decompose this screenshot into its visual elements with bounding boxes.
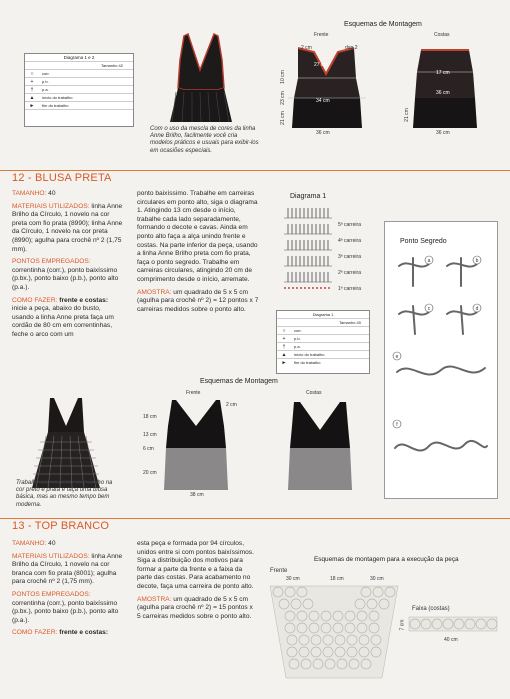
section13-col1	[12, 540, 124, 642]
dim-label: 40 cm	[444, 637, 458, 643]
black-blouse-caption: Trabalhe com a linha Anne Brilho na cor preto e prata e faça uma blusa básica, mas ao mesmo tempo bem moderna.	[16, 480, 113, 508]
top-front-label: Frente	[314, 32, 329, 38]
section13-title: 13 - TOP BRANCO	[12, 520, 110, 532]
step-label: a	[427, 258, 431, 264]
legend-row: p.b.	[42, 79, 49, 84]
dim-label: 21 cm	[279, 111, 286, 125]
section13-col2	[137, 540, 255, 625]
dim-label: 20 cm	[143, 470, 157, 476]
dim-label: 18 cm	[143, 414, 157, 420]
dim-label: 21 cm	[403, 108, 410, 122]
dim-label: 38 cm	[190, 492, 204, 498]
materials-label: MATERIAIS UTILIZADOS:	[12, 552, 90, 560]
how-lead: frente e costas:	[59, 296, 109, 304]
materials-text: linha Anne Brilho da Círculo, 1 novelo na cor branca com fio prata (8001); agulha para crochê nº 2 (1,75 mm).	[12, 552, 123, 586]
materials-text: linha Anne Brilho da Círculo, 1 novelo na cor preta com fio prata (8990); linha Anne da Círculo, 1 novelo na cor preta (8990); agulha para crochê nº 2 (1,75 mm).	[12, 202, 123, 253]
circle-motif-band	[408, 616, 498, 632]
sample-text: um quadrado de 5 x 5 cm (agulha para crochê nº 2) = 12 pontos x 7 carreiras medidos sobre o ponto alto.	[137, 288, 259, 313]
dim-label: 17 cm	[436, 70, 450, 76]
dim-label: 13 cm	[143, 432, 157, 438]
col2-text: ponto baixíssimo. Trabalhe em carreiras circulares em ponto alto, siga o diagrama 1. Atingindo 13 cm desde o início, trabalhe cada lado separadamente, formando o decote e cavas. Ainda em ponto alto faça a alça unindo frente e costas. Na parte inferior da peça, usando a linha Anne Brilho preta com fio prata, faça o ponto segredo. Trabalhe em carreiras circulares, atingindo 20 cm de comprimento desde o início, arremate.	[137, 190, 258, 283]
dim-label: 30 cm	[370, 576, 384, 582]
top-back-schema	[405, 38, 485, 138]
dim-label: 6 cm	[143, 446, 154, 452]
legend-row: fim do trabalho	[294, 360, 321, 365]
section-divider	[0, 170, 510, 171]
dim-label: 36 cm	[316, 130, 330, 136]
diagram1-title: Diagrama 1	[290, 193, 327, 200]
section12-col1	[12, 190, 124, 344]
legend-row: corr.	[294, 328, 302, 333]
top-schema-title: Esquemas de Montagem	[344, 21, 422, 28]
section13-front-label: Frente	[270, 568, 288, 574]
points-label: PONTOS EMPREGADOS:	[12, 590, 91, 598]
legend-row: p.b.	[294, 336, 301, 341]
legend-row: fim do trabalho	[42, 103, 69, 108]
step-label: f	[396, 422, 398, 428]
band-label: Faixa (costas)	[412, 606, 450, 612]
section12-title: 12 - BLUSA PRETA	[12, 172, 112, 184]
diagram-row-label: 4ª carreira	[338, 238, 361, 244]
black-blouse-photo	[22, 392, 110, 492]
legend-row: corr.	[42, 71, 50, 76]
section12-col2	[137, 190, 259, 318]
size-value: 40	[48, 190, 56, 197]
legend-row: início do trabalho	[42, 95, 73, 100]
points-label: PONTOS EMPREGADOS:	[12, 258, 91, 266]
materials-label: MATERIAIS UTILIZADOS:	[12, 202, 90, 210]
diagram1-grid	[282, 204, 334, 300]
section12-back-schema	[282, 396, 358, 494]
dim-label: 27 cm	[314, 62, 328, 68]
section13-schema-title: Esquemas de montagem para a execução da peça	[314, 556, 459, 563]
mini-legend-title: Diagrama 1	[277, 311, 369, 319]
dim-label: 7 cm	[399, 619, 406, 631]
secret-stitch-illustrations	[391, 252, 491, 492]
how-text: inicie a peça, abaixo do busto, usando a linha Anne preta faça um cordão de 80 cm em correntinhas, feche o arco com um	[12, 305, 114, 338]
secret-stitch-title: Ponto Segredo	[400, 238, 447, 245]
diagram-row-label: 3ª carreira	[338, 254, 361, 260]
size-label: TAMANHO:	[12, 540, 47, 547]
how-label: COMO FAZER:	[12, 296, 58, 304]
top-photo-caption: Com o uso da mescla de cores da linha Anne Brilho, facilmente você cria modelos práticos e usuais para exibir-los em ocasiões especiais.	[150, 126, 259, 154]
step-label: c	[427, 306, 431, 312]
section-divider	[0, 518, 510, 519]
dim-label: 30 cm	[286, 576, 300, 582]
points-text: correntinha (corr.), ponto baixíssimo (p.bx.), ponto baixo (p.b.), ponto alto (p.a.).	[12, 266, 119, 291]
top-back-label: Costas	[434, 32, 450, 38]
halter-top-photo	[160, 30, 242, 126]
step-label: e	[395, 354, 399, 360]
legend-subtitle: Tamanho 42	[25, 62, 133, 70]
size-label: TAMANHO:	[12, 190, 47, 197]
diagram-row-label: 5ª carreira	[338, 222, 361, 228]
dim-label: 2 cm	[226, 402, 237, 408]
top-legend-box: Diagrama 1 e 2 Tamanho 42 ○ corr. + p.b. † p.a. ▲ início do trabalho ► fim do trabalho	[24, 53, 134, 127]
dim-label: 34 cm	[316, 98, 330, 104]
sample-label: AMOSTRA:	[137, 595, 172, 603]
mini-legend-box: Diagrama 1 Tamanho 40 ○ corr. + p.b. † p.a. ▲ início do trabalho ► fim do trabalho	[276, 310, 370, 374]
legend-row: p.a.	[42, 87, 49, 92]
how-label: COMO FAZER:	[12, 629, 58, 637]
circle-motif-front	[264, 582, 404, 688]
legend-row: p.a.	[294, 344, 301, 349]
points-text: correntinha (corr.), ponto baixíssimo (p.bx.), ponto baixo (p.b.), ponto alto (p.a.).	[12, 599, 119, 624]
dim-label: 18 cm	[330, 576, 344, 582]
diagram-row-label: 1ª carreira	[338, 286, 361, 292]
top-front-schema	[279, 38, 372, 138]
dim-label: 23 cm	[279, 91, 286, 105]
secret-stitch-panel	[384, 221, 498, 499]
size-value: 40	[48, 540, 56, 547]
step-label: d	[475, 306, 479, 312]
step-label: b	[475, 258, 479, 264]
section12-front-schema	[158, 396, 234, 494]
mini-legend-subtitle: Tamanho 40	[277, 319, 369, 327]
sample-label: AMOSTRA:	[137, 288, 172, 296]
col2-text: esta peça e formada por 94 círculos, unidos entre si com pontos baixíssimos. Siga a distribuição dos motivos para formar a parte da frente e a faixa da parte das costas. Para acabamento no decote, faça uma carreira de ponto alto.	[137, 540, 254, 590]
dim-label: 36 cm	[436, 90, 450, 96]
diagram-row-label: 2ª carreira	[338, 270, 361, 276]
dim-label: 36 cm	[436, 130, 450, 136]
section12-schema-title: Esquemas de Montagem	[200, 378, 278, 385]
sample-text: um quadrado de 5 x 5 cm (agulha para crochê nº 2) = 15 pontos x 5 carreiras medidos sobre o ponto alto.	[137, 595, 253, 620]
legend-title: Diagrama 1 e 2	[25, 54, 133, 62]
dim-label: 10 cm	[279, 70, 286, 84]
legend-row: início do trabalho	[294, 352, 325, 357]
dim-label: dap.2	[345, 45, 358, 51]
how-lead: frente e costas:	[59, 629, 109, 637]
section12-back-label: Costas	[306, 390, 322, 396]
section12-front-label: Frente	[186, 390, 201, 396]
dim-label: 2 cm	[301, 45, 312, 51]
